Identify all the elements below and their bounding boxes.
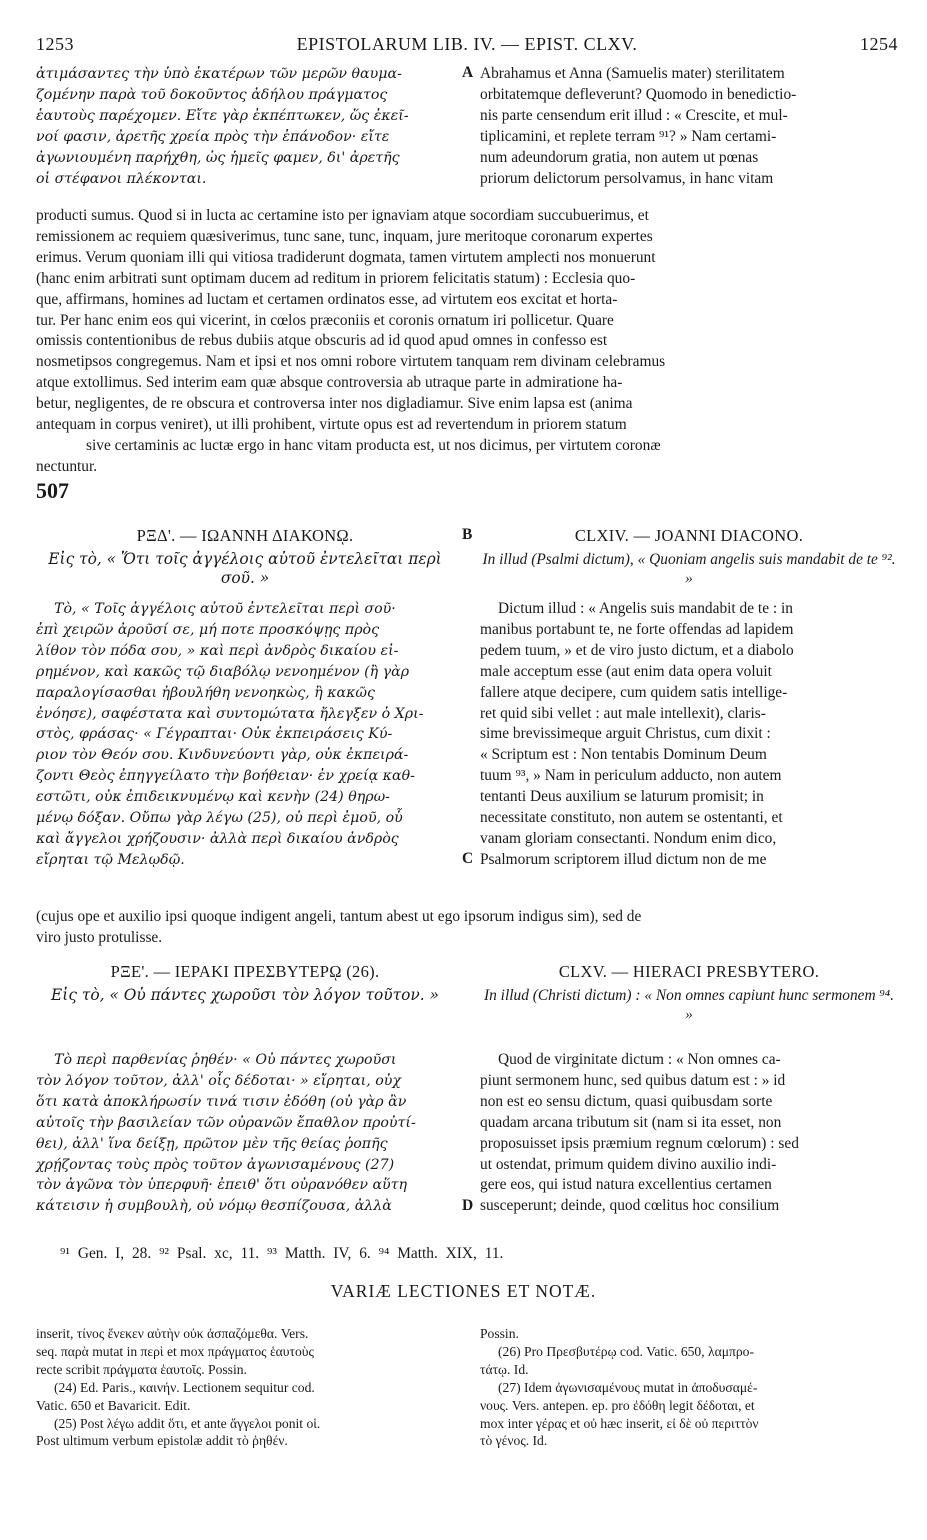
top-full-width-text [36,206,898,478]
text-line: omissis contentionibus de rebus dubiis atque obscuris ad id quod apud omnes in confesso est [36,332,608,350]
text-line: gere eos, qui istud natura excellentius certamen [480,1176,772,1194]
text-line: nis parte censendum erit illud : « Crescite, et mul- [480,106,788,124]
text-line: remissionem ac requiem quæsiverimus, tunc sane, tunc, inquam, jure meritoque coronarum expertes [36,227,653,245]
text-line: Τὸ, « Τοῖς ἀγγέλοις αὐτοῦ ἐντελεῖται περὶ σοῦ· [54,601,396,617]
text-line: sive certaminis ac luctæ ergo in hanc vitam producta est, ut nos dicimus, per virtutem coronæ [86,436,661,454]
note-line: mox inter γέρας et οὐ hæc inserit, εἰ δὲ οὐ περιττὸν [480,1415,759,1431]
running-title: EPISTOLARUM LIB. IV. — EPIST. CLXV. [296,34,638,54]
text-line: producti sumus. Quod si in lucta ac certamine isto per ignaviam atque socordiam succubuerimus, et [36,207,649,224]
note-line: Post ultimum verbum epistolæ addit τὸ ῥηθέν. [36,1433,288,1449]
note-line: (26) Pro Πρεσβυτέρῳ cod. Vatic. 650, λαμπρο- [498,1343,754,1359]
variae-right-column [480,1325,898,1450]
text-line: ὅτι κατὰ ἀποκλήρωσίν τινά τισιν ἐδόθη (οὐ γὰρ ἂν [36,1093,407,1110]
text-line: εἴρηται τῷ Μελῳδῷ. [36,851,185,868]
text-line: fallere atque decipere, cum quidem satis intellige- [480,683,788,701]
text-line: ret quid sibi vellet : aut male intellexit), claris- [480,704,766,722]
text-line: proposuisset ipsis præmium regnum cœlorum) : sed [480,1134,799,1152]
text-line: betur, negligentes, de re obscura et controversa inter nos digladiamur. Sive enim lapsa est (anima [36,395,633,413]
text-line: pedem tuum, » et de viro justo dictum, et a diabolo [480,641,794,659]
text-line: μένῳ δόξαν. Οὔπω γὰρ λέγω (25), οὐ περὶ ἐμοῦ, οὗ [36,810,403,827]
text-line: λίθον τὸν πόδα σου, » καὶ περὶ ἀνδρὸς δικαίου εἰ- [36,642,399,659]
text-line: τὸν λόγον τοῦτον, ἀλλ' οἷς δέδοται· » εἴρηται, οὐχ [36,1072,402,1089]
note-line: τὸ γένος. Id. [480,1433,548,1449]
text-line: ἐπὶ χειρῶν ἀροῦσί σε, μή ποτε προσκόψῃς πρὸς [36,621,380,638]
text-line: sime brevissimeque arguit Christus, cum dixit : [480,725,771,743]
text-line: τὸν ἀγῶνα τὸν ὑπερφυῆ· ἐπειθ' ὅτι οὐρανόθεν αὕτη [36,1177,408,1194]
text-line: viro justo protulisse. [36,928,163,946]
right-page-number: 1254 [860,34,898,54]
letter164-greek-column [36,599,454,871]
top-greek-column [36,64,454,189]
text-line: male acceptum esse (aut enim data opera voluit [480,662,772,680]
note-line: Vatic. 650 et Bavaricit. Edit. [36,1397,191,1413]
scripture-footnotes: ⁹¹ Gen. I, 28. ⁹² Psal. xc, 11. ⁹³ Matth. IV, 6. ⁹⁴ Matth. XIX, 11. [60,1245,504,1262]
letter164-greek-title: ΡΞΔ'. — ΙΩΑΝΝΗ ΔΙΑΚΟΝῼ. [136,526,354,545]
note-line: (25) Post λέγω addit ὅτι, et ante ἄγγελοι ponit οἱ. [54,1415,321,1431]
note-line: recte scribit πράγματα ἑαυτοῖς. Possin. [36,1361,247,1377]
text-line: νοί φασιν, ἀρετῆς χρεία πρὸς τὴν ἐπάνοδον· εἴτε [36,128,390,145]
text-line: non est eo sensu dictum, quasi quibusdam sorte [480,1092,773,1110]
note-line: Possin. [480,1326,519,1341]
text-line: orbitatemque defleverunt? Quomodo in benedictio- [480,85,797,103]
variae-lectiones-heading: VARIÆ LECTIONES ET NOTÆ. [330,1281,597,1301]
letter164-latin-subtitle: In illud (Psalmi dictum), « Quoniam angelis suis mandabit de te ⁹². » [482,551,896,587]
text-line: Τὸ περὶ παρθενίας ῥηθέν· « Οὐ πάντες χωροῦσι [54,1052,397,1068]
text-line: tur. Per hanc enim eos qui vicerint, in cœlos præconiis et coronis ornatum iri pollicetur. Quare [36,311,614,329]
text-line: nosmetipsos congregemus. Nam et ipsi et nos omni robore virtutem tanquam rem divinam celebramus [36,353,666,371]
letter165-greek-title: ΡΞΕ'. — ΙΕΡΑΚΙ ΠΡΕΣΒΥΤΕΡῼ (26). [110,962,380,981]
text-line: antequam in corpus veniret), ut illi prohibent, virtute opus est ad revertendum in priorem statum [36,416,627,434]
text-line: nectuntur. [36,457,98,475]
text-line: priorum delictorum persolvamus, in hanc vitam [480,169,774,187]
text-line: Psalmorum scriptorem illud dictum non de me [480,850,767,868]
letter164-latin-title: CLXIV. — JOANNI DIACONO. [574,526,804,545]
left-page-number: 1253 [36,34,74,54]
text-line: (cujus ope et auxilio ipsi quoque indigent angeli, tantum abest ut ego ipsorum indigus sim), sed de [36,908,642,925]
text-line: tuum ⁹³, » Nam in periculum adducto, non autem [480,767,782,785]
text-line: χρῄζοντας τοὺς πρὸς τοῦτον ἀγωνισαμένους (27) [36,1156,395,1173]
text-line: στὸς, φράσας· « Γέγραπται· Οὐκ ἐκπειράσεις Κύ- [36,726,393,743]
margin-column-number: 507 [36,478,69,503]
text-line: ut ostendat, primum quidem divino auxilio indi- [480,1155,777,1173]
text-line: « Scriptum est : Non tentabis Dominum Deum [480,746,767,764]
text-line: piunt sermonem hunc, sed quibus datum est : » id [480,1071,786,1089]
letter164-greek-subtitle: Εἰς τὸ, « Ὅτι τοῖς ἀγγέλοις αὐτοῦ ἐντελεῖται περὶ σοῦ. » [48,550,442,587]
text-line: Quod de virginitate dictum : « Non omnes ca- [498,1051,781,1068]
text-line: ριον τὸν Θεόν σου. Κινδυνεύοντι γὰρ, οὐκ ἐκπειρά- [36,747,409,764]
letter164-latin-column [480,599,898,871]
text-line: que, affirmans, homines ad luctam et certamen ordinatos esse, ad virtutem eos excitat et horta- [36,290,618,308]
text-line: ἀγωνιουμένη παρήχθη, ὡς ἡμεῖς φαμεν, δι' ἀρετῆς [36,149,400,166]
note-line: τάτῳ. Id. [480,1361,529,1377]
margin-marker-b: B [462,526,473,543]
letter165-greek-column [36,1050,454,1217]
text-line: erimus. Verum quoniam illi qui vitiosa tradiderunt dogmata, tamen virtutem amplecti nos monuerunt [36,248,656,266]
text-line: παραλογίσασθαι ἠβουλήθη νενοηκὼς, ἢ κακῶς [36,684,375,701]
text-line: vanam gloriam consectanti. Nondum enim dico, [480,829,777,847]
top-latin-column [480,64,898,189]
margin-marker-a: A [462,64,474,81]
margin-marker-c: C [462,850,474,867]
note-line: (27) Idem ἀγωνισαμένους mutat in ἀποδυσαμέ- [498,1379,758,1395]
text-line: ἀτιμάσαντες τὴν ὑπὸ ἑκατέρων τῶν μερῶν θαυμα- [36,66,402,82]
text-line: (hanc enim arbitrati sunt optimam ducem ad reditum in priorem felicitatis statum) : Ecclesia quo- [36,269,636,287]
text-line: tentanti Deus auxilium se laturum promisit; in [480,788,764,806]
text-line: num adeundorum gratia, non autem ut pœnas [480,148,759,166]
variae-left-column [36,1325,454,1450]
text-line: atque extollimus. Sed interim eam quæ absque controversia ab utraque parte in admiratione ha- [36,374,623,392]
text-line: ἑαυτοὺς παρέχομεν. Εἴτε γὰρ ἐκπέπτωκεν, ὥς ἐκεῖ- [36,107,409,124]
text-line: καὶ ἄγγελοι χρήζουσιν· ἀλλὰ περὶ δικαίου ἀνδρὸς [36,830,399,847]
text-line: necessitate constituto, non autem se ostentanti, et [480,809,783,827]
note-line: (24) Ed. Paris., καινήν. Lectionem sequitur cod. [54,1379,315,1395]
text-line: tiplicamini, et replete terram ⁹¹? » Nam certami- [480,127,777,145]
note-line: seq. παρὰ mutat in περὶ et mox πράγματος ἑαυτοὺς [36,1343,314,1359]
text-line: ζομένην παρὰ τοῦ δοκοῦντος ἀδήλου πράγματος [36,86,388,103]
text-line: susceperunt; deinde, quod cœlitus hoc consilium [480,1197,780,1215]
running-header [36,34,898,58]
text-line: ἐνόησε), σαφέστατα καὶ συντομώτατα ἤλεγξεν ὁ Χρι- [36,705,424,722]
letter165-greek-subtitle: Εἰς τὸ, « Οὐ πάντες χωροῦσι τὸν λόγον τοῦτον. » [51,986,439,1004]
text-line: εστῶτι, οὐκ ἐπιδεικνυμένῳ καὶ κενὴν (24) θηρω- [36,789,390,806]
text-line: Abrahamus et Anna (Samuelis mater) sterilitatem [480,65,785,82]
letter165-latin-column [480,1050,898,1217]
letter164-full-width-text [36,907,898,949]
letter165-latin-title: CLXV. — HIERACI PRESBYTERO. [558,962,820,981]
text-line: Dictum illud : « Angelis suis mandabit de te : in [498,600,793,617]
text-line: οἱ στέφανοι πλέκονται. [36,170,207,187]
text-line: κάτεισιν ἡ συμβουλὴ, οὐ νόμῳ θεσπίζουσα, ἀλλὰ [36,1198,392,1215]
text-line: θει), ἀλλ' ἵνα δείξῃ, πρῶτον μὲν τῆς θείας ῥοπῆς [36,1135,388,1152]
text-line: αὐτοῖς τὴν βασιλείαν τῶν οὐρανῶν ἔπαθλον προὐτί- [36,1114,416,1131]
text-line: manibus portabunt te, ne forte offendas ad lapidem [480,620,794,638]
note-line: inserit, τίνος ἕνεκεν αὐτὴν οὐκ ἀσπαζόμεθα. Vers. [36,1326,309,1341]
text-line: ρημένον, καὶ κακῶς τῷ διαβόλῳ νενοημένον (ἢ γὰρ [36,663,410,680]
text-line: quadam arcana tributum sit (nam si ita esset, non [480,1113,782,1131]
note-line: νους. Vers. antepen. ep. pro ἐδόθη legit δέδοται, et [480,1397,755,1413]
text-line: ζοντι Θεὸς ἐπηγγείλατο τὴν βοήθειαν· ἐν χρείᾳ καθ- [36,768,415,785]
margin-marker-d: D [462,1197,474,1214]
letter165-latin-subtitle: In illud (Christi dictum) : « Non omnes capiunt hunc sermonem ⁹⁴. » [484,987,894,1023]
